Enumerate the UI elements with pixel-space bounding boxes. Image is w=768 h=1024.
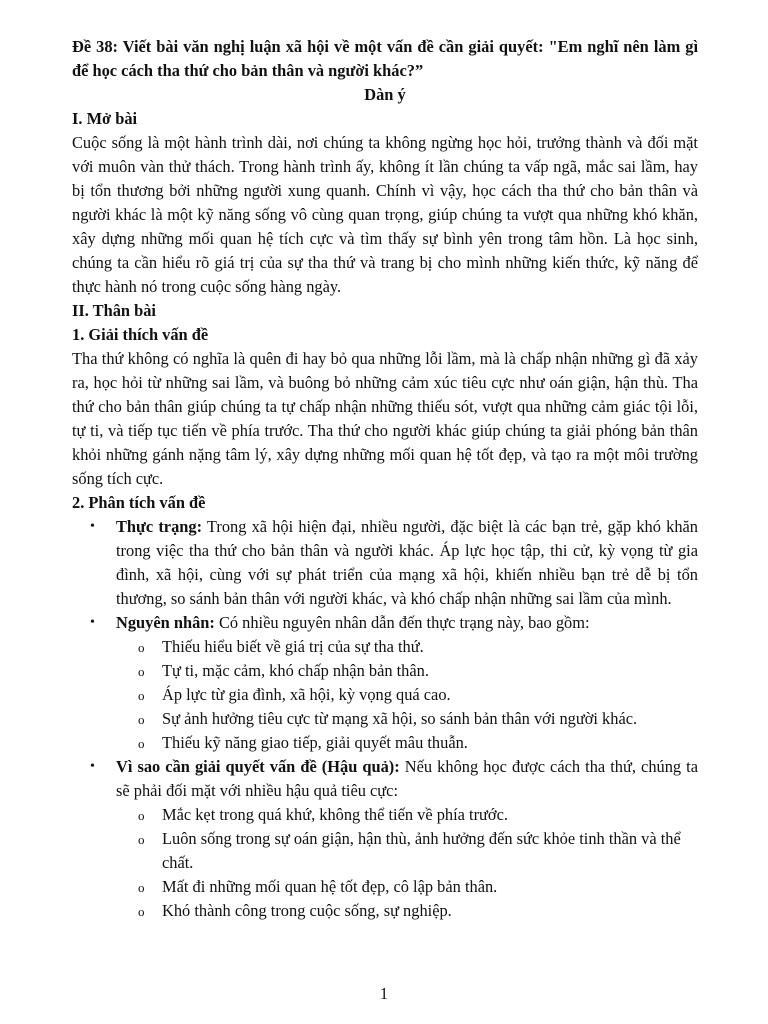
consequences-text: Nếu không học được cách tha thứ, chúng ta sẽ phải đối mặt với nhiều hậu quả tiêu cực: — [116, 757, 698, 800]
list-item: o Sự ảnh hưởng tiêu cực từ mạng xã hội, so sánh bản thân với người khác. — [162, 707, 698, 731]
list-item: o Thiếu kỹ năng giao tiếp, giải quyết mâu thuẫn. — [162, 731, 698, 755]
consequences-sublist — [116, 803, 698, 923]
list-item: o Mất đi những mối quan hệ tốt đẹp, cô lập bản thân. — [162, 875, 698, 899]
explain-paragraph: Tha thứ không có nghĩa là quên đi hay bỏ qua những lỗi lầm, mà là chấp nhận những gì đã xảy ra, học hỏi từ những sai lầm, và buông bỏ những cảm xúc tiêu cực như oán giận, hận thù. Tha thứ cho bản thân giúp chúng ta tự chấp nhận những thiếu sót, vượt qua những cảm giác tội lỗi, tự ti, và tiếp tục tiến về phía trước. Tha thứ cho người khác giúp chúng ta giải phóng bản thân khỏi những gánh nặng tâm lý, xây dựng những mối quan hệ tốt đẹp, và tạo ra một môi trường sống tích cực. — [72, 349, 698, 488]
list-item: o Khó thành công trong cuộc sống, sự nghiệp. — [162, 899, 698, 923]
causes-item — [116, 611, 698, 755]
consequences-item — [116, 755, 698, 923]
analysis-heading: 2. Phân tích vấn đề — [72, 493, 206, 512]
intro-heading: I. Mở bài — [72, 109, 138, 128]
explain-heading: 1. Giải thích vấn đề — [72, 325, 209, 344]
list-item: o Tự ti, mặc cảm, khó chấp nhận bản thân. — [162, 659, 698, 683]
consequences-label: Vì sao cần giải quyết vấn đề (Hậu quả): — [116, 757, 400, 776]
list-item: o Thiếu hiểu biết về giá trị của sự tha thứ. — [162, 635, 698, 659]
page-number: 1 — [379, 984, 389, 1003]
list-item: o Mắc kẹt trong quá khứ, không thể tiến về phía trước. — [162, 803, 698, 827]
outline-label: Dàn ý — [364, 85, 406, 104]
intro-paragraph: Cuộc sống là một hành trình dài, nơi chúng ta không ngừng học hỏi, trưởng thành và đối mặt với muôn vàn thử thách. Trong hành trình ấy, không ít lần chúng ta vấp ngã, mắc sai lầm, hay bị tổn thương bởi những người xung quanh. Chính vì vậy, học cách tha thứ cho bản thân và người khác là một kỹ năng sống vô cùng quan trọng, giúp chúng ta vượt qua những khó khăn, xây dựng những mối quan hệ tích cực và tìm thấy sự bình yên trong tâm hồn. Là học sinh, chúng ta cần hiểu rõ giá trị của sự tha thứ và trang bị cho mình những kiến thức, kỹ năng để thực hành nó trong cuộc sống hàng ngày. — [72, 133, 698, 296]
causes-sublist — [116, 635, 698, 755]
body-heading: II. Thân bài — [72, 301, 156, 320]
document-content — [72, 35, 698, 923]
situation-item — [116, 515, 698, 611]
situation-text: Trong xã hội hiện đại, nhiều người, đặc biệt là các bạn trẻ, gặp khó khăn trong việc tha thứ cho bản thân và người khác. Áp lực học tập, thi cử, kỳ vọng từ gia đình, xã hội, cùng với sự phát triển của mạng xã hội, khiến nhiều bạn trẻ dễ bị tổn thương, so sánh bản thân với người khác, và khó chấp nhận những sai lầm của mình. — [116, 517, 698, 608]
essay-prompt-title: Đề 38: Viết bài văn nghị luận xã hội về một vấn đề cần giải quyết: "Em nghĩ nên làm gì để học cách tha thứ cho bản thân và người khác?” — [72, 37, 698, 80]
list-item: o Luôn sống trong sự oán giận, hận thù, ảnh hưởng đến sức khỏe tinh thần và thể chất. — [162, 827, 698, 875]
causes-label: Nguyên nhân: — [116, 613, 215, 632]
situation-label: Thực trạng: — [116, 517, 203, 536]
analysis-list — [72, 515, 698, 923]
causes-text: Có nhiều nguyên nhân dẫn đến thực trạng này, bao gồm: — [214, 613, 590, 632]
list-item: o Áp lực từ gia đình, xã hội, kỳ vọng quá cao. — [162, 683, 698, 707]
